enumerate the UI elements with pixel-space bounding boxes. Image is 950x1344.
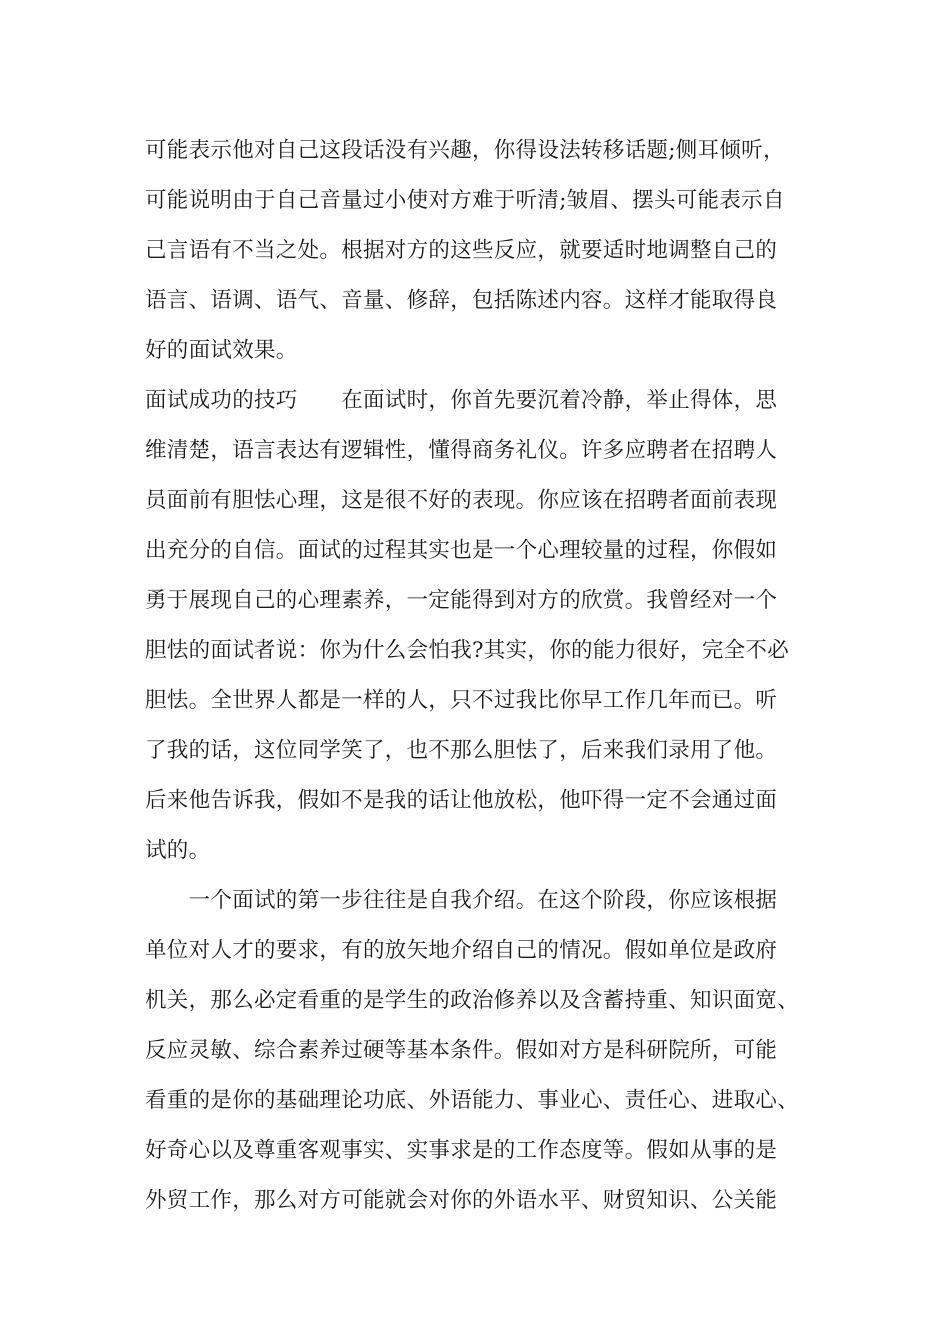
text-line: 反应灵敏、综合素养过硬等基本条件。假如对方是科研院所，可能 bbox=[145, 1038, 778, 1063]
text-line: 出充分的自信。面试的过程其实也是一个心理较量的过程，你假如 bbox=[145, 538, 778, 563]
text-line: 语言、语调、语气、音量、修辞，包括陈述内容。这样才能取得良 bbox=[145, 288, 778, 313]
paragraph-start-line: 一个面试的第一步往往是自我介绍。在这个阶段，你应该根据 bbox=[145, 888, 778, 913]
text-line: 了我的话，这位同学笑了，也不那么胆怯了，后来我们录用了他。 bbox=[145, 738, 778, 763]
text-line: 己言语有不当之处。根据对方的这些反应，就要适时地调整自己的 bbox=[145, 238, 778, 263]
text-line: 可能表示他对自己这段话没有兴趣，你得设法转移话题;侧耳倾听， bbox=[145, 138, 785, 163]
section-heading-line: 面试成功的技巧 在面试时，你首先要沉着冷静，举止得体，思 bbox=[145, 388, 778, 413]
text-line: 可能说明由于自己音量过小使对方难于听清;皱眉、摆头可能表示自 bbox=[145, 188, 785, 213]
text-line: 勇于展现自己的心理素养，一定能得到对方的欣赏。我曾经对一个 bbox=[145, 588, 778, 613]
text-line: 试的。 bbox=[145, 838, 211, 863]
text-line: 后来他告诉我，假如不是我的话让他放松，他吓得一定不会通过面 bbox=[145, 788, 778, 813]
text-line: 看重的是你的基础理论功底、外语能力、事业心、责任心、进取心、 bbox=[145, 1088, 800, 1113]
text-line: 单位对人才的要求，有的放矢地介绍自己的情况。假如单位是政府 bbox=[145, 938, 778, 963]
text-line: 外贸工作，那么对方可能就会对你的外语水平、财贸知识、公关能 bbox=[145, 1188, 778, 1213]
text-line: 好的面试效果。 bbox=[145, 338, 298, 363]
text-line: 好奇心以及尊重客观事实、实事求是的工作态度等。假如从事的是 bbox=[145, 1138, 778, 1163]
text-line: 胆怯。全世界人都是一样的人，只不过我比你早工作几年而已。听 bbox=[145, 688, 778, 713]
text-line: 员面前有胆怯心理，这是很不好的表现。你应该在招聘者面前表现 bbox=[145, 488, 778, 513]
text-line: 维清楚，语言表达有逻辑性，懂得商务礼仪。许多应聘者在招聘人 bbox=[145, 438, 778, 463]
text-line: 胆怯的面试者说：你为什么会怕我?其实，你的能力很好，完全不必 bbox=[145, 638, 790, 663]
text-line: 机关，那么必定看重的是学生的政治修养以及含蓄持重、知识面宽、 bbox=[145, 988, 800, 1013]
